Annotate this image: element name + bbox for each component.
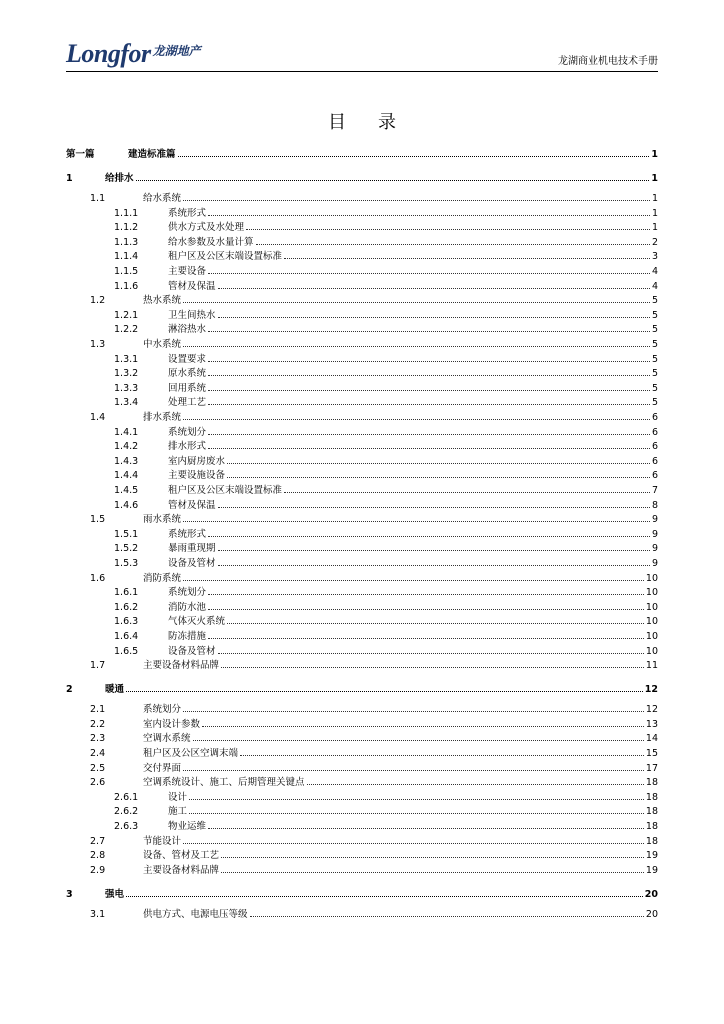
toc-entry-title: 消防水池	[168, 601, 207, 613]
toc-entry[interactable]	[0, 864, 724, 878]
toc-entry[interactable]	[0, 732, 724, 746]
toc-entry[interactable]	[0, 396, 724, 410]
toc-entry-number: 1.4.3	[114, 455, 139, 467]
toc-leader-dots	[227, 463, 650, 464]
toc-entry-page: 6	[651, 441, 658, 453]
toc-entry[interactable]	[0, 469, 724, 483]
toc-entry[interactable]	[0, 367, 724, 381]
toc-entry-title: 空调系统设计、施工、后期管理关键点	[143, 777, 305, 789]
toc-leader-dots	[208, 375, 650, 376]
toc-entry-page: 5	[651, 339, 658, 350]
toc-leader-dots	[208, 828, 644, 829]
toc-entry-title: 设备及管材	[168, 645, 216, 657]
toc-entry-number: 2.2	[90, 718, 106, 730]
toc-entry-title: 设计	[168, 791, 188, 803]
toc-entry-title: 暴雨重现期	[168, 543, 216, 555]
toc-entry-number: 1.1.3	[114, 236, 139, 248]
toc-entry-page: 15	[645, 748, 658, 759]
toc-entry[interactable]	[0, 542, 724, 556]
toc-leader-dots	[208, 273, 650, 274]
toc-heading: 目录	[328, 112, 428, 133]
toc-entry-number: 2.7	[90, 835, 106, 847]
logo-brand-cn: 龙湖地产	[152, 44, 201, 58]
toc-entry-page: 20	[644, 888, 658, 900]
toc-leader-dots	[208, 331, 650, 332]
toc-entry-page: 18	[645, 806, 658, 818]
toc-entry-title: 排水系统	[143, 412, 182, 423]
toc-leader-dots	[193, 740, 644, 741]
toc-entry[interactable]	[0, 747, 724, 761]
toc-entry[interactable]	[0, 172, 724, 186]
toc-entry[interactable]	[0, 236, 724, 250]
toc-entry[interactable]	[0, 703, 724, 717]
toc-entry-page: 6	[651, 412, 658, 423]
toc-entry-number: 2.1	[90, 704, 106, 716]
toc-leader-dots	[218, 550, 650, 551]
toc-leader-dots	[208, 404, 650, 405]
toc-entry-number: 1.4.1	[114, 426, 139, 438]
toc-entry-page: 1	[651, 222, 658, 234]
toc-leader-dots	[136, 180, 650, 181]
toc-leader-dots	[246, 229, 650, 230]
toc-entry-title: 室内设计参数	[143, 718, 201, 730]
toc-entry[interactable]	[0, 615, 724, 629]
toc-entry[interactable]	[0, 353, 724, 367]
toc-entry-page: 5	[651, 353, 658, 365]
toc-entry-title: 管材及保温	[168, 499, 216, 511]
toc-entry-page: 1	[651, 193, 658, 204]
toc-entry-number: 1.4.4	[114, 470, 139, 482]
toc-entry-page: 6	[651, 455, 658, 467]
toc-entry[interactable]	[0, 835, 724, 849]
toc-entry-page: 8	[651, 499, 658, 511]
toc-leader-dots	[189, 813, 644, 814]
toc-entry-title: 暖通	[105, 684, 125, 696]
toc-entry-number: 2.5	[90, 762, 106, 774]
toc-entry-title: 给水参数及水量计算	[168, 236, 254, 248]
toc-entry-page: 10	[645, 587, 658, 599]
toc-entry-number: 2.8	[90, 850, 106, 862]
toc-entry-page: 10	[645, 645, 658, 657]
toc-entry[interactable]	[0, 411, 724, 425]
toc-entry-page: 19	[645, 864, 658, 876]
toc-entry-title: 节能设计	[143, 835, 182, 847]
toc-leader-dots	[208, 434, 650, 435]
toc-leader-dots	[240, 755, 644, 756]
toc-entry-number: 3	[66, 888, 73, 900]
toc-leader-dots	[208, 594, 644, 595]
toc-entry-title: 设备及管材	[168, 558, 216, 569]
toc-entry-page: 5	[651, 368, 658, 380]
toc-leader-dots	[183, 302, 650, 303]
toc-entry[interactable]	[0, 338, 724, 352]
toc-entry-number: 1.3.3	[114, 382, 139, 394]
toc-entry-title: 租户区及公区末端设置标准	[168, 485, 283, 496]
toc-leader-dots	[218, 565, 650, 566]
toc-entry-title: 主要设备材料品牌	[143, 660, 220, 672]
toc-leader-dots	[218, 317, 650, 318]
toc-entry-number: 1.4.6	[114, 499, 139, 511]
toc-entry-number: 1.3.1	[114, 353, 139, 365]
toc-entry-page: 18	[645, 821, 658, 832]
toc-leader-dots	[218, 288, 650, 289]
toc-entry[interactable]	[0, 645, 724, 659]
toc-entry-page: 9	[651, 514, 658, 526]
toc-entry-title: 物业运维	[168, 821, 207, 832]
toc-leader-dots	[227, 477, 650, 478]
toc-entry-page: 18	[645, 791, 658, 803]
toc-leader-dots	[208, 609, 644, 610]
toc-entry-page: 12	[644, 684, 658, 696]
toc-entry-page: 1	[651, 149, 658, 160]
toc-entry[interactable]	[0, 426, 724, 440]
toc-entry[interactable]	[0, 221, 724, 235]
toc-leader-dots	[284, 258, 650, 259]
toc-leader-dots	[189, 799, 644, 800]
toc-leader-dots	[183, 521, 650, 522]
toc-entry-page: 2	[651, 236, 658, 248]
toc-entry[interactable]	[0, 528, 724, 542]
toc-entry-number: 1.5.1	[114, 528, 139, 540]
toc-entry-title: 设置要求	[168, 353, 207, 365]
toc-entry-number: 1.4	[90, 412, 106, 423]
toc-entry-page: 20	[645, 908, 658, 920]
toc-entry-title: 供电方式、电源电压等级	[143, 908, 248, 920]
toc-entry[interactable]	[0, 805, 724, 819]
toc-entry-page: 5	[651, 397, 658, 409]
toc-entry-title: 卫生间热水	[168, 309, 216, 321]
page-header	[0, 0, 724, 75]
toc-entry-page: 13	[645, 718, 658, 730]
toc-entry[interactable]	[0, 484, 724, 498]
toc-entry-number: 第一篇	[66, 149, 95, 160]
toc-entry-number: 1.3.4	[114, 397, 139, 409]
toc-entry-number: 1.4.5	[114, 485, 139, 496]
toc-entry[interactable]	[0, 148, 724, 162]
toc-entry[interactable]	[0, 601, 724, 615]
toc-entry-title: 系统划分	[168, 587, 207, 599]
toc-entry-page: 4	[651, 280, 658, 292]
toc-entry-page: 18	[645, 777, 658, 789]
toc-entry-title: 施工	[168, 806, 188, 818]
toc-entry-page: 1	[651, 173, 658, 184]
toc-leader-dots	[183, 711, 644, 712]
toc-entry[interactable]	[0, 572, 724, 586]
toc-entry-number: 3.1	[90, 908, 106, 920]
toc-entry-page: 4	[651, 266, 658, 277]
toc-entry-title: 管材及保温	[168, 280, 216, 292]
toc-leader-dots	[208, 536, 650, 537]
toc-entry[interactable]	[0, 762, 724, 776]
toc-leader-dots	[307, 784, 644, 785]
toc-leader-dots	[208, 448, 650, 449]
toc-entry[interactable]	[0, 718, 724, 732]
toc-leader-dots	[126, 691, 643, 692]
toc-entry-number: 1.3	[90, 339, 106, 350]
toc-entry[interactable]	[0, 250, 724, 264]
toc-entry-page: 12	[645, 704, 658, 716]
toc-entry-title: 系统划分	[168, 426, 207, 438]
toc-entry-title: 主要设备材料品牌	[143, 864, 220, 876]
toc-entry[interactable]	[0, 192, 724, 206]
toc-leader-dots	[284, 492, 650, 493]
logo-brand-text: Longfor	[66, 39, 151, 68]
toc-entry[interactable]	[0, 820, 724, 834]
toc-entry-page: 7	[651, 485, 658, 496]
toc-entry-number: 1.6.1	[114, 587, 139, 599]
toc-entry-number: 2.9	[90, 864, 106, 876]
toc-leader-dots	[208, 215, 650, 216]
toc-entry-page: 18	[645, 835, 658, 847]
toc-entry-number: 1.2.2	[114, 324, 139, 336]
toc-entry-page: 6	[651, 470, 658, 482]
toc-entry-page: 10	[645, 631, 658, 642]
toc-entry-number: 1.2	[90, 295, 106, 307]
toc-entry-number: 1.6	[90, 572, 106, 584]
toc-entry-number: 1.6.5	[114, 645, 139, 657]
toc-entry-title: 系统形式	[168, 207, 207, 219]
toc-entry-title: 供水方式及水处理	[168, 222, 245, 234]
toc-entry-title: 强电	[105, 888, 125, 900]
toc-entry-number: 1.5.2	[114, 543, 139, 555]
toc-leader-dots	[221, 872, 644, 873]
toc-leader-dots	[208, 638, 644, 639]
toc-leader-dots	[202, 726, 644, 727]
toc-entry-page: 5	[651, 382, 658, 394]
toc-entry-number: 1.1.6	[114, 280, 139, 292]
toc-entry-page: 9	[651, 543, 658, 555]
toc-leader-dots	[183, 200, 650, 201]
toc-entry-title: 给水系统	[143, 193, 182, 204]
toc-entry-number: 2.6.3	[114, 821, 139, 832]
toc-entry[interactable]	[0, 683, 724, 697]
toc-entry-number: 2.4	[90, 748, 106, 759]
toc-entry-page: 1	[651, 207, 658, 219]
toc-entry-title: 交付界面	[143, 762, 182, 774]
toc-leader-dots	[178, 156, 650, 157]
toc-entry-title: 淋浴热水	[168, 324, 207, 336]
toc-entry-number: 2.3	[90, 733, 106, 745]
toc-entry[interactable]	[0, 659, 724, 673]
toc-entry-title: 原水系统	[168, 368, 207, 380]
toc-entry-page: 6	[651, 426, 658, 438]
toc-entry-number: 2.6	[90, 777, 106, 789]
toc-entry-title: 热水系统	[143, 295, 182, 307]
toc-entry-title: 排水形式	[168, 441, 207, 453]
toc-leader-dots	[218, 507, 650, 508]
toc-entry-number: 1.7	[90, 660, 106, 672]
toc-entry[interactable]	[0, 791, 724, 805]
header-divider	[66, 71, 658, 72]
toc-entry-title: 系统划分	[143, 704, 182, 716]
toc-entry[interactable]	[0, 280, 724, 294]
toc-entry-title: 给排水	[105, 173, 134, 184]
toc-entry[interactable]	[0, 294, 724, 308]
toc-entry-title: 建造标准篇	[128, 149, 176, 160]
toc-leader-dots	[218, 653, 644, 654]
toc-entry-page: 3	[651, 251, 658, 263]
toc-entry-page: 19	[645, 850, 658, 862]
toc-entry-page: 14	[645, 733, 658, 745]
toc-entry-title: 租户区及公区空调末端	[143, 748, 239, 759]
toc-entry[interactable]	[0, 849, 724, 863]
toc-entry[interactable]	[0, 586, 724, 600]
toc-entry-page: 5	[651, 295, 658, 307]
toc-leader-dots	[183, 580, 644, 581]
toc-leader-dots	[183, 770, 644, 771]
toc-entry-number: 1.5	[90, 514, 106, 526]
toc-entry-number: 2	[66, 684, 73, 696]
toc-entry[interactable]	[0, 207, 724, 221]
toc-leader-dots	[208, 390, 650, 391]
toc-entry[interactable]	[0, 557, 724, 571]
toc-entry-title: 消防系统	[143, 572, 182, 584]
toc-entry-title: 空调水系统	[143, 733, 191, 745]
toc-entry-title: 雨水系统	[143, 514, 182, 526]
toc-entry-page: 10	[645, 572, 658, 584]
toc-leader-dots	[227, 623, 644, 624]
toc-entry-page: 17	[645, 762, 658, 774]
toc-entry[interactable]	[0, 513, 724, 527]
toc-entry-number: 2.6.1	[114, 791, 139, 803]
toc-entry-title: 租户区及公区末端设置标准	[168, 251, 283, 263]
toc-entry-number: 1.1.4	[114, 251, 139, 263]
toc-leader-dots	[250, 916, 644, 917]
toc-entry-number: 1	[66, 173, 73, 184]
toc-entry-page: 9	[651, 528, 658, 540]
toc-entry-number: 1.5.3	[114, 558, 139, 569]
toc-entry-title: 设备、管材及工艺	[143, 850, 220, 862]
toc-entry-number: 2.6.2	[114, 806, 139, 818]
toc-entry-number: 1.6.4	[114, 631, 139, 642]
document-title: 龙湖商业机电技术手册	[558, 56, 658, 67]
toc-entry-title: 主要设备	[168, 266, 207, 277]
toc-leader-dots	[208, 361, 650, 362]
toc-entry-number: 1.3.2	[114, 368, 139, 380]
toc-entry-page: 10	[645, 616, 658, 628]
toc-entry-number: 1.1	[90, 193, 106, 204]
toc-entry-title: 气体灭火系统	[168, 616, 226, 628]
toc-entry[interactable]	[0, 440, 724, 454]
toc-leader-dots	[183, 346, 650, 347]
toc-entry-title: 防冻措施	[168, 631, 207, 642]
toc-entry[interactable]	[0, 776, 724, 790]
toc-leader-dots	[126, 896, 643, 897]
longfor-logo	[66, 38, 201, 70]
toc-entry-number: 1.1.1	[114, 207, 139, 219]
toc-entry-number: 1.4.2	[114, 441, 139, 453]
toc-leader-dots	[183, 419, 650, 420]
toc-entry[interactable]	[0, 499, 724, 513]
toc-entry[interactable]	[0, 630, 724, 644]
toc-entry-title: 主要设施设备	[168, 470, 226, 482]
toc-entry[interactable]	[0, 908, 724, 922]
toc-entry-page: 10	[645, 601, 658, 613]
toc-entry[interactable]	[0, 309, 724, 323]
toc-entry-title: 系统形式	[168, 528, 207, 540]
toc-entry[interactable]	[0, 888, 724, 902]
toc-entry-title: 回用系统	[168, 382, 207, 394]
toc-leader-dots	[183, 843, 644, 844]
toc-entry-number: 1.2.1	[114, 309, 139, 321]
toc-entry-page: 11	[645, 660, 658, 672]
toc-entry-number: 1.1.2	[114, 222, 139, 234]
toc-entry-title: 中水系统	[143, 339, 182, 350]
toc-entry[interactable]	[0, 382, 724, 396]
toc-entry-title: 室内厨房废水	[168, 455, 226, 467]
toc-leader-dots	[221, 857, 644, 858]
toc-entry-page: 9	[651, 558, 658, 569]
toc-entry-page: 5	[651, 309, 658, 321]
toc-entry-page: 5	[651, 324, 658, 336]
toc-entry-number: 1.1.5	[114, 266, 139, 277]
toc-leader-dots	[221, 667, 644, 668]
toc-entry-number: 1.6.3	[114, 616, 139, 628]
toc-entry[interactable]	[0, 455, 724, 469]
toc-entry[interactable]	[0, 265, 724, 279]
toc-leader-dots	[256, 244, 650, 245]
toc-entry[interactable]	[0, 323, 724, 337]
toc-entry-title: 处理工艺	[168, 397, 207, 409]
toc-entry-number: 1.6.2	[114, 601, 139, 613]
